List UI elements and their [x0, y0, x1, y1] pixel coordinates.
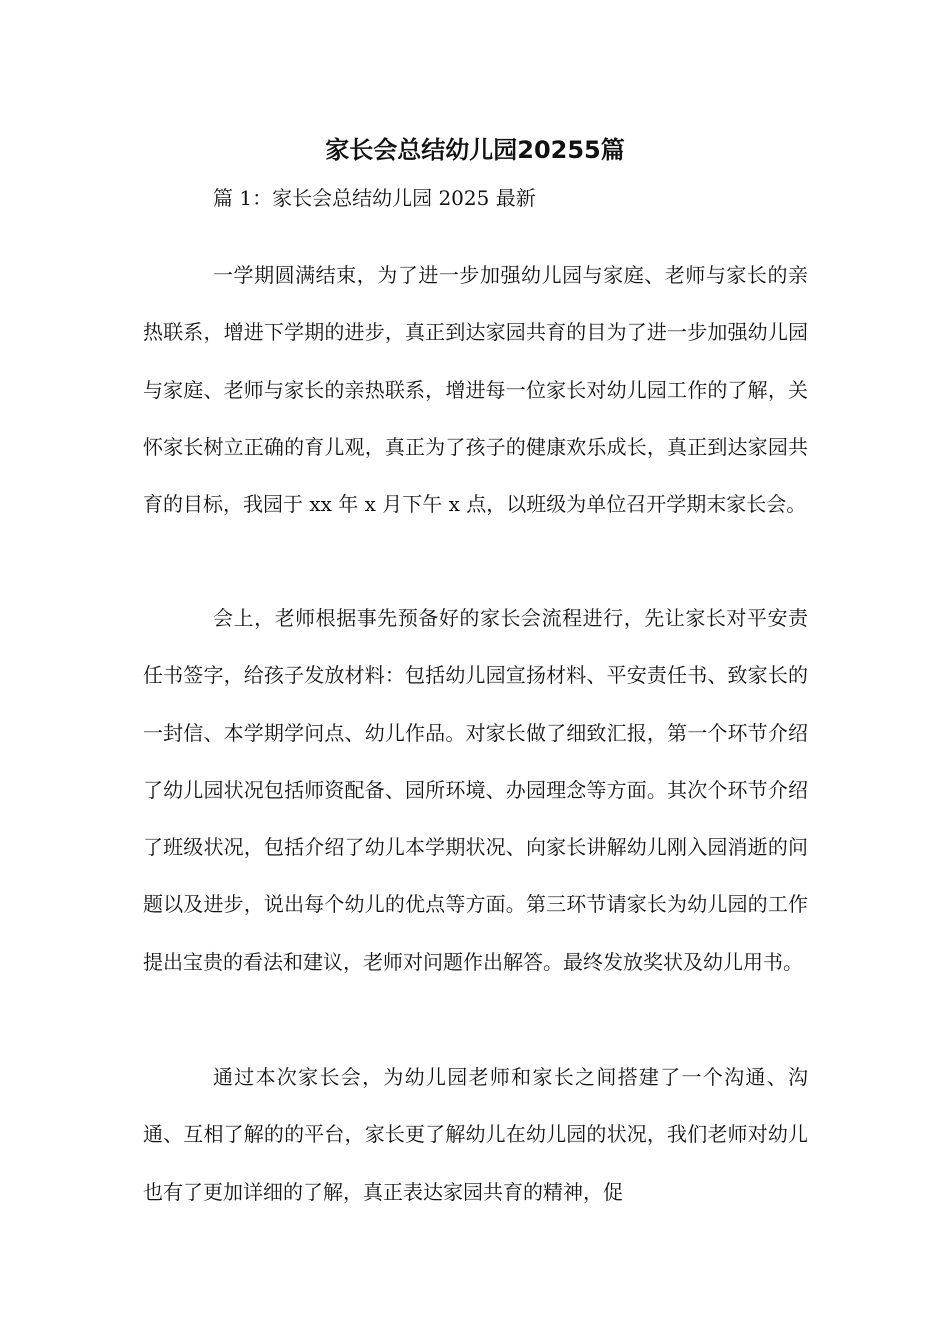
document-title: 家长会总结幼儿园20255篇: [325, 136, 625, 164]
body-paragraph: 一学期圆满结束，为了进一步加强幼儿园与家庭、老师与家长的亲热联系，增进下学期的进步，真正到达家园共育的目为了进一步加强幼儿园与家庭、老师与家长的亲热联系，增进每一位家长对幼儿园工作的了解，关怀家长树立正确的育儿观，真正为了孩子的健康欢乐成长，真正到达家园共育的目标，我园于 xx 年 x 月下午 x 点，以班级为单位召开学期末家长会。: [143, 263, 808, 517]
body-paragraph: 通过本次家长会，为幼儿园老师和家长之间搭建了一个沟通、沟通、互相了解的的平台，家长更了解幼儿在幼儿园的状况，我们老师对幼儿也有了更加详细的了解，真正表达家园共育的精神，促: [143, 1065, 808, 1204]
section-heading: 篇 1：家长会总结幼儿园 2025 最新: [213, 186, 536, 210]
body-paragraph: 会上，老师根据事先预备好的家长会流程进行，先让家长对平安责任书签字，给孩子发放材料：包括幼儿园宣扬材料、平安责任书、致家长的一封信、本学期学问点、幼儿作品。对家长做了细致汇报，第一个环节介绍了幼儿园状况包括师资配备、园所环境、办园理念等方面。其次个环节介绍了班级状况，包括介绍了幼儿本学期状况、向家长讲解幼儿刚入园消逝的问题以及进步，说出每个幼儿的优点等方面。第三环节请家长为幼儿园的工作提出宝贵的看法和建议，老师对问题作出解答。最终发放奖状及幼儿用书。: [143, 606, 808, 974]
